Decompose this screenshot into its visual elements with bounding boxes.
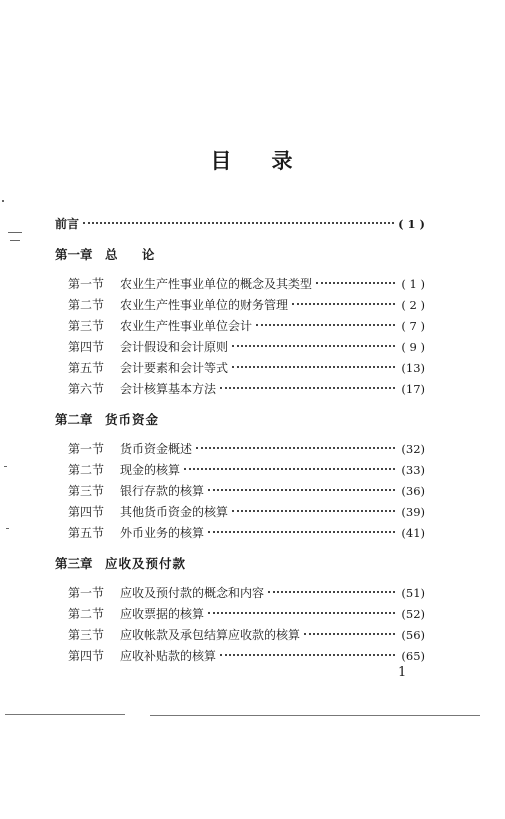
section-page: (33)	[401, 463, 425, 477]
toc-entry-section[interactable]	[55, 646, 425, 667]
section-page: ( 2 )	[401, 298, 425, 312]
section-number: 第四节	[68, 505, 105, 519]
chapter-heading-2[interactable]	[55, 409, 425, 431]
chapter-heading-3[interactable]	[55, 553, 425, 575]
leader-dots	[232, 510, 395, 512]
section-title: 应收票据的核算	[120, 607, 205, 621]
section-number: 第二节	[68, 298, 105, 312]
chapter-title: 货币资金	[105, 412, 160, 427]
scan-line-artifact	[5, 714, 125, 715]
section-page: (41)	[401, 526, 425, 540]
section-title: 货币资金概述	[120, 442, 193, 456]
toc-entry-section[interactable]	[55, 337, 425, 358]
title-char-2: 录	[271, 148, 295, 173]
margin-mark	[2, 200, 4, 202]
toc-entry-section[interactable]	[55, 481, 425, 502]
section-page: (39)	[401, 505, 425, 519]
toc-entry-section[interactable]	[55, 316, 425, 337]
leader-dots	[208, 612, 395, 614]
section-page: (36)	[401, 484, 425, 498]
section-title: 应收帐款及承包结算应收款的核算	[120, 628, 301, 642]
toc-entry-page: ( 1 )	[398, 217, 425, 231]
margin-mark	[6, 528, 9, 529]
leader-dots	[220, 387, 395, 389]
margin-mark	[8, 232, 22, 233]
section-title: 现金的核算	[120, 463, 181, 477]
section-number: 第一节	[68, 442, 105, 456]
section-title: 外币业务的核算	[120, 526, 205, 540]
section-page: (17)	[401, 382, 425, 396]
section-title: 应收补贴款的核算	[120, 649, 217, 663]
leader-dots	[83, 222, 394, 224]
section-page: ( 7 )	[401, 319, 425, 333]
section-page: ( 9 )	[401, 340, 425, 354]
toc-entry-section[interactable]	[55, 583, 425, 604]
toc-entry-section[interactable]	[55, 604, 425, 625]
toc-entry-section[interactable]	[55, 460, 425, 481]
toc-entry-section[interactable]	[55, 274, 425, 295]
section-page: (65)	[401, 649, 425, 663]
toc-entry-preface[interactable]	[55, 214, 425, 235]
leader-dots	[292, 303, 395, 305]
page-title	[0, 145, 505, 175]
section-number: 第五节	[68, 526, 105, 540]
section-title: 农业生产性事业单位会计	[120, 319, 253, 333]
chapter-number: 第一章	[55, 247, 93, 262]
section-number: 第五节	[68, 361, 105, 375]
section-title: 农业生产性事业单位的概念及其类型	[120, 277, 313, 291]
section-title: 其他货币资金的核算	[120, 505, 229, 519]
section-title: 会计假设和会计原则	[120, 340, 229, 354]
leader-dots	[316, 282, 395, 284]
chapter-title: 应收及预付款	[105, 556, 187, 571]
toc-entry-section[interactable]	[55, 625, 425, 646]
section-number: 第六节	[68, 382, 105, 396]
margin-mark	[10, 240, 20, 241]
leader-dots	[304, 633, 395, 635]
section-page: (51)	[401, 586, 425, 600]
section-number: 第四节	[68, 340, 105, 354]
leader-dots	[232, 345, 395, 347]
chapter-number: 第二章	[55, 412, 93, 427]
section-title: 会计要素和会计等式	[120, 361, 229, 375]
section-title: 会计核算基本方法	[120, 382, 217, 396]
section-title: 应收及预付款的概念和内容	[120, 586, 265, 600]
title-char-1: 目	[210, 148, 234, 173]
toc-entry-section[interactable]	[55, 379, 425, 400]
section-number: 第三节	[68, 319, 105, 333]
section-page: (13)	[401, 361, 425, 375]
section-page: (52)	[401, 607, 425, 621]
section-page: (32)	[401, 442, 425, 456]
page-number: 1	[398, 665, 407, 680]
leader-dots	[208, 531, 395, 533]
leader-dots	[208, 489, 395, 491]
section-number: 第一节	[68, 586, 105, 600]
section-number: 第四节	[68, 649, 105, 663]
section-number: 第三节	[68, 484, 105, 498]
section-page: (56)	[401, 628, 425, 642]
section-number: 第三节	[68, 628, 105, 642]
leader-dots	[268, 591, 395, 593]
chapter-number: 第三章	[55, 556, 93, 571]
section-number: 第二节	[68, 607, 105, 621]
toc-entry-section[interactable]	[55, 295, 425, 316]
chapter-title: 总 论	[105, 247, 165, 262]
leader-dots	[220, 654, 395, 656]
toc-entry-section[interactable]	[55, 502, 425, 523]
scan-line-artifact	[150, 715, 480, 716]
leader-dots	[196, 447, 395, 449]
section-title: 银行存款的核算	[120, 484, 205, 498]
toc-entry-section[interactable]	[55, 439, 425, 460]
leader-dots	[232, 366, 395, 368]
section-number: 第二节	[68, 463, 105, 477]
table-of-contents	[55, 214, 425, 667]
toc-entry-section[interactable]	[55, 358, 425, 379]
section-title: 农业生产性事业单位的财务管理	[120, 298, 289, 312]
section-number: 第一节	[68, 277, 105, 291]
section-page: ( 1 )	[401, 277, 425, 291]
toc-entry-section[interactable]	[55, 523, 425, 544]
chapter-heading-1[interactable]	[55, 244, 425, 266]
leader-dots	[184, 468, 395, 470]
leader-dots	[256, 324, 395, 326]
toc-entry-label: 前言	[55, 217, 80, 231]
margin-mark	[4, 466, 7, 467]
